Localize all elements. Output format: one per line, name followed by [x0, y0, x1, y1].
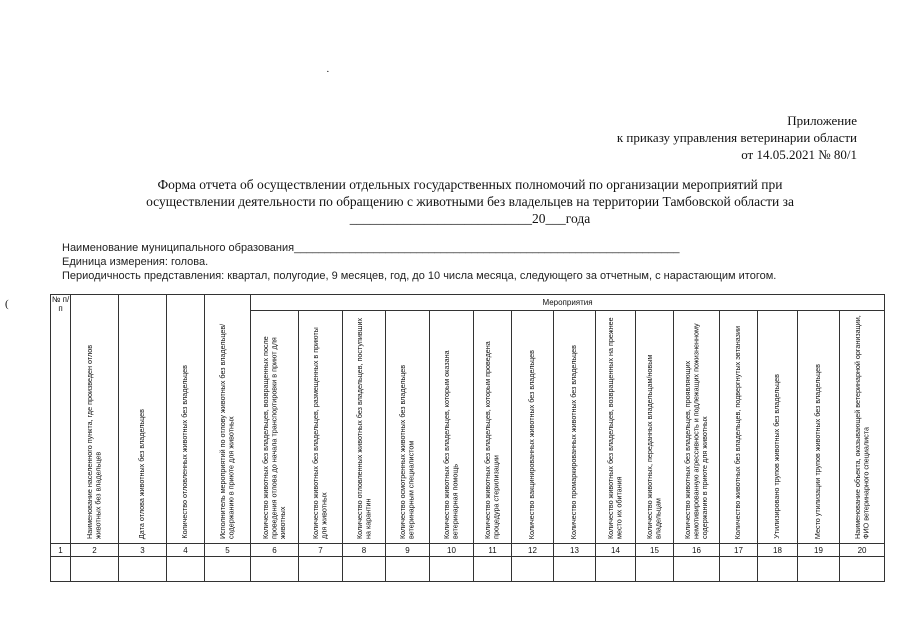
empty-cell — [674, 557, 720, 582]
column-number-cell: 14 — [596, 544, 636, 557]
col-header-event-1: Количество животных без владельцев, возвращенных после проведения отлова до начала транспортировки в приют для животных — [251, 311, 299, 544]
col-header-event-11: Количество животных без владельцев, проявляющих немотивированную агрессивность и подлежащих пожизненному содержанию в приюте для животных — [674, 311, 720, 544]
form-title-line1: Форма отчета об осуществлении отдельных государственных полномочий по организации мероприятий при — [157, 177, 783, 192]
col-header-contractor: Исполнитель мероприятий по отлову животных без владельцев/содержанию в приюте для животных — [205, 295, 251, 544]
column-number-cell: 19 — [798, 544, 840, 557]
form-title-line3: ___________________________20___года — [349, 211, 591, 226]
municipality-line: Наименование муниципального образования_______________________________________________________________ — [62, 242, 680, 254]
column-number-cell: 13 — [554, 544, 596, 557]
col-header-event-9: Количество животных без владельцев, возвращенных на прежнее место их обитания — [596, 311, 636, 544]
empty-cell — [430, 557, 474, 582]
column-number-cell: 3 — [119, 544, 167, 557]
col-header-capture-date: Дата отлова животных без владельцев — [119, 295, 167, 544]
column-number-cell: 9 — [386, 544, 430, 557]
empty-cell — [840, 557, 885, 582]
column-number-cell: 1 — [51, 544, 71, 557]
col-header-settlement: Наименование населенного пункта, где произведен отлов животных без владельцев — [71, 295, 119, 544]
col-header-event-13: Утилизировано трупов животных без владельцев — [758, 311, 798, 544]
col-header-event-10: Количество животных, переданных владельцам/новым владельцам — [636, 311, 674, 544]
column-number-cell: 2 — [71, 544, 119, 557]
empty-cell — [386, 557, 430, 582]
column-number-cell: 5 — [205, 544, 251, 557]
col-header-captured-count: Количество отловленных животных без владельцев — [167, 295, 205, 544]
appendix-block — [617, 112, 857, 163]
empty-cell — [512, 557, 554, 582]
form-meta — [62, 241, 776, 283]
stray-dot: · — [326, 66, 330, 78]
col-number-header: № п/п — [51, 295, 71, 544]
col-header-event-8: Количество промаркированных животных без владельцев — [554, 311, 596, 544]
periodicity-line: Периодичность представления: квартал, полугодие, 9 месяцев, год, до 10 числа месяца, следующего за отчетным, с нарастающим итогом. — [62, 270, 777, 282]
column-number-cell: 16 — [674, 544, 720, 557]
empty-cell — [343, 557, 386, 582]
data-row — [51, 557, 885, 582]
form-title-line2: осуществлении деятельности по обращению с животными без владельцев на территории Тамбовской области за — [146, 194, 794, 209]
column-number-cell: 17 — [720, 544, 758, 557]
empty-cell — [251, 557, 299, 582]
empty-cell — [205, 557, 251, 582]
form-title — [60, 176, 880, 227]
column-number-row — [51, 544, 885, 557]
empty-cell — [167, 557, 205, 582]
empty-cell — [51, 557, 71, 582]
col-header-event-15: Наименование объекта, оказывающей ветеринарной организации, ФИО ветеринарного специалиста — [840, 311, 885, 544]
appendix-title: Приложение — [787, 113, 857, 128]
empty-cell — [636, 557, 674, 582]
column-number-cell: 11 — [474, 544, 512, 557]
empty-cell — [554, 557, 596, 582]
column-number-cell: 18 — [758, 544, 798, 557]
empty-cell — [119, 557, 167, 582]
report-table — [50, 294, 885, 582]
appendix-order: к приказу управления ветеринарии области — [616, 130, 857, 145]
col-header-event-2: Количество животных без владельцев, размещенных в приюты для животных — [299, 311, 343, 544]
col-header-event-14: Место утилизации трупов животных без владельцев — [798, 311, 840, 544]
empty-cell — [474, 557, 512, 582]
col-header-event-7: Количество вакцинированных животных без владельцев — [512, 311, 554, 544]
col-header-event-4: Количество осмотренных животных без владельцев ветеринарным специалистом — [386, 311, 430, 544]
col-header-event-6: Количество животных без владельцев, которым проведена процедура стерилизации — [474, 311, 512, 544]
column-number-cell: 8 — [343, 544, 386, 557]
empty-cell — [71, 557, 119, 582]
column-number-cell: 15 — [636, 544, 674, 557]
empty-cell — [299, 557, 343, 582]
events-header: Мероприятия — [251, 295, 885, 311]
column-number-cell: 4 — [167, 544, 205, 557]
stray-mark: ( — [5, 298, 9, 310]
empty-cell — [758, 557, 798, 582]
header-row-top — [51, 295, 885, 311]
column-number-cell: 20 — [840, 544, 885, 557]
column-number-cell: 12 — [512, 544, 554, 557]
empty-cell — [720, 557, 758, 582]
empty-cell — [798, 557, 840, 582]
appendix-date: от 14.05.2021 № 80/1 — [741, 147, 857, 162]
empty-cell — [596, 557, 636, 582]
column-number-cell: 7 — [299, 544, 343, 557]
column-number-cell: 6 — [251, 544, 299, 557]
col-header-event-3: Количество отловленных животных без владельцев, поступивших на карантин — [343, 311, 386, 544]
col-header-event-5: Количество животных без владельцев, которым оказана ветеринарная помощь — [430, 311, 474, 544]
column-number-cell: 10 — [430, 544, 474, 557]
unit-line: Единица измерения: голова. — [62, 256, 209, 268]
col-header-event-12: Количество животных без владельцев, подвергнутых эвтаназии — [720, 311, 758, 544]
